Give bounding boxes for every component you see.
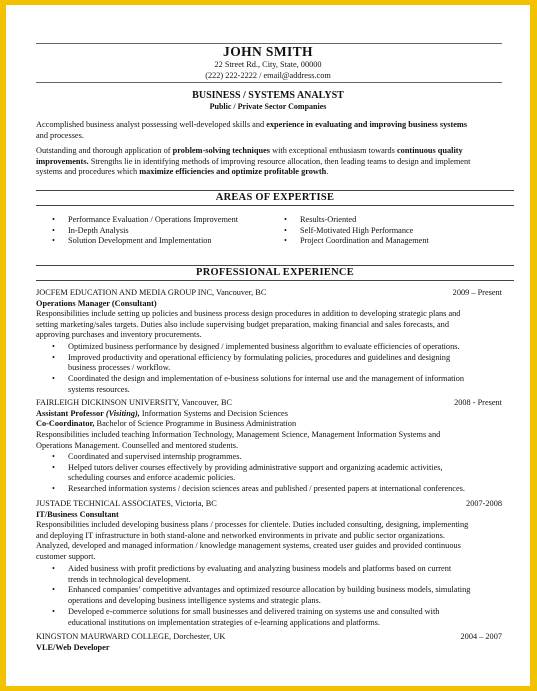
job-description xyxy=(36,309,514,341)
job-description xyxy=(36,520,514,563)
achievement-line: operations and developing business intelligence systems and strategic plans. xyxy=(68,596,321,606)
achievement-line: Developed e-commerce solutions for small businesses and delivered training on systems use and consulted with xyxy=(68,606,440,616)
summary-text: Strengths lie in identifying methods of improving resource allocation, then leading teams to design and implement xyxy=(88,156,471,166)
achievement-item xyxy=(68,463,514,484)
summary-emphasis: experience in evaluating and improving business systems xyxy=(266,120,468,129)
job-description-line: Analyzed, developed and managed information / knowledge management systems, created user guides and provided continuous xyxy=(36,541,461,551)
job-description-line: Operations Management. Counselled and mentored students. xyxy=(36,440,239,450)
job-dates: 2004 – 2007 xyxy=(460,632,502,641)
achievement-item xyxy=(68,607,514,628)
resume-page xyxy=(6,5,530,686)
job-title: BUSINESS / SYSTEMS ANALYST xyxy=(192,90,344,101)
achievement-line: Improved productivity and operational efficiency by formulating policies, procedures and guidelines and designing xyxy=(68,352,451,362)
achievement-line: educational institutions on implementation strategies of e-learning applications and platforms. xyxy=(68,617,380,627)
summary-emphasis: problem-solving techniques xyxy=(172,146,271,155)
summary-emphasis: continuous quality xyxy=(396,146,463,155)
achievement-item xyxy=(68,564,514,585)
summary-paragraph-2 xyxy=(36,146,514,178)
position-department: Information Systems and Decision Sciences xyxy=(139,409,288,418)
achievement-item xyxy=(68,452,514,463)
summary-text: and processes. xyxy=(36,130,84,140)
expertise-item: • In-Depth Analysis xyxy=(68,226,268,237)
job-achievements xyxy=(68,342,514,396)
summary-text: Outstanding and thorough application of xyxy=(36,146,173,155)
achievement-line: Aided business with profit predictions by evaluating and analyzing business models and platforms based on current xyxy=(68,564,452,573)
job-dates: 2007-2008 xyxy=(466,499,502,508)
expertise-heading: AREAS OF EXPERTISE xyxy=(36,190,514,206)
job-position: IT/Business Consultant xyxy=(36,510,119,519)
summary-text: Accomplished business analyst possessing well-developed skills and xyxy=(36,120,267,129)
summary-paragraph-1 xyxy=(36,120,514,141)
job-description xyxy=(36,430,514,451)
job-achievements xyxy=(68,452,514,495)
experience-heading: PROFESSIONAL EXPERIENCE xyxy=(36,265,514,281)
achievement-line: Optimized business performance by designed / implemented business algorithm to evaluate efficiencies of operations. xyxy=(68,342,460,351)
achievement-line: scheduling courses and enforce academic policies. xyxy=(68,473,236,483)
achievement-line: trends in technological development. xyxy=(68,574,191,584)
achievement-line: business processes / workflow. xyxy=(68,363,171,373)
position-department: Bachelor of Science Programme in Business Administration xyxy=(94,419,297,428)
achievement-line: Researched information systems / decision sciences areas and published / presented papers at international conferences. xyxy=(68,484,465,494)
job-description-line: approving purchases and inventory procurements. xyxy=(36,330,202,340)
expertise-item: • Self-Motivated High Performance xyxy=(300,226,500,237)
achievement-item xyxy=(68,585,514,606)
achievement-line: Coordinated and supervised internship programmes. xyxy=(68,452,242,461)
summary-emphasis: improvements. xyxy=(36,156,89,166)
contact-line: (222) 222-2222 / email@address.com xyxy=(205,71,331,80)
summary-text: with exceptional enthusiasm towards xyxy=(270,146,397,155)
candidate-name: JOHN SMITH xyxy=(223,44,313,59)
job-organization: KINGSTON MAURWARD COLLEGE, Dorchester, UK xyxy=(36,632,226,641)
position-note: (Visiting), xyxy=(103,409,140,418)
expertise-item: • Performance Evaluation / Operations Improvement xyxy=(68,215,268,226)
position-title: Co-Coordinator, xyxy=(36,419,95,428)
expertise-list-right xyxy=(300,215,500,247)
job-dates: 2008 - Present xyxy=(454,398,502,407)
expertise-list-left xyxy=(68,215,268,247)
job-description-line: setting marketing/sales targets. Duties also include supervising budget preparation, making financial and sales forecasts, and xyxy=(36,319,449,329)
expertise-item: • Results-Oriented xyxy=(300,215,500,226)
job-description-line: and deploying IT infrastructure in both stand-alone and networked environments in private and public sector organizations. xyxy=(36,530,445,540)
sector-subtitle: Public / Private Sector Companies xyxy=(209,102,327,111)
header-rule-bottom xyxy=(36,82,502,83)
achievement-line: systems resources. xyxy=(68,384,130,394)
job-position-secondary xyxy=(36,419,296,430)
address-line: 22 Street Rd., City, State, 00000 xyxy=(214,60,322,69)
job-organization: JUSTADE TECHNICAL ASSOCIATES, Victoria, BC xyxy=(36,499,217,508)
job-organization: FAIRLEIGH DICKINSON UNIVERSITY, Vancouver, BC xyxy=(36,398,233,407)
summary-text: . xyxy=(326,167,329,177)
achievement-item xyxy=(68,484,514,495)
summary-text: systems and procedures which xyxy=(36,167,140,177)
job-description-line: Responsibilities included developing business plans / processes for clientele. Duties included consulting, designing, implementing xyxy=(36,520,469,529)
expertise-item: • Project Coordination and Management xyxy=(300,236,500,247)
job-position: VLE/Web Developer xyxy=(36,643,110,652)
job-description-line: Responsibilities included teaching Information Technology, Management Science, Management Information Systems and xyxy=(36,430,441,439)
job-achievements xyxy=(68,564,514,628)
achievement-item xyxy=(68,353,514,374)
job-dates: 2009 – Present xyxy=(452,288,502,297)
achievement-line: Coordinated the design and implementation of e-business solutions for internal use and the management of information xyxy=(68,374,465,384)
position-title: Assistant Professor xyxy=(36,409,104,418)
job-description-line: Responsibilities include setting up policies and business process design procedures in addition to developing strategic plans and xyxy=(36,309,461,318)
job-position: Operations Manager (Consultant) xyxy=(36,299,157,308)
achievement-line: Enhanced companies’ competitive advantages and optimized resource allocation by building business models, simulating xyxy=(68,585,471,595)
job-description-line: customer support. xyxy=(36,552,96,562)
summary-emphasis: maximize efficiencies and optimize profitable growth xyxy=(139,167,327,177)
achievement-line: Helped tutors deliver courses effectively by providing administrative support and organizing academic activities, xyxy=(68,462,443,472)
achievement-item xyxy=(68,374,514,395)
expertise-item: • Solution Development and Implementation xyxy=(68,236,268,247)
achievement-item xyxy=(68,342,514,353)
job-organization: JOCFEM EDUCATION AND MEDIA GROUP INC, Vancouver, BC xyxy=(36,288,267,297)
